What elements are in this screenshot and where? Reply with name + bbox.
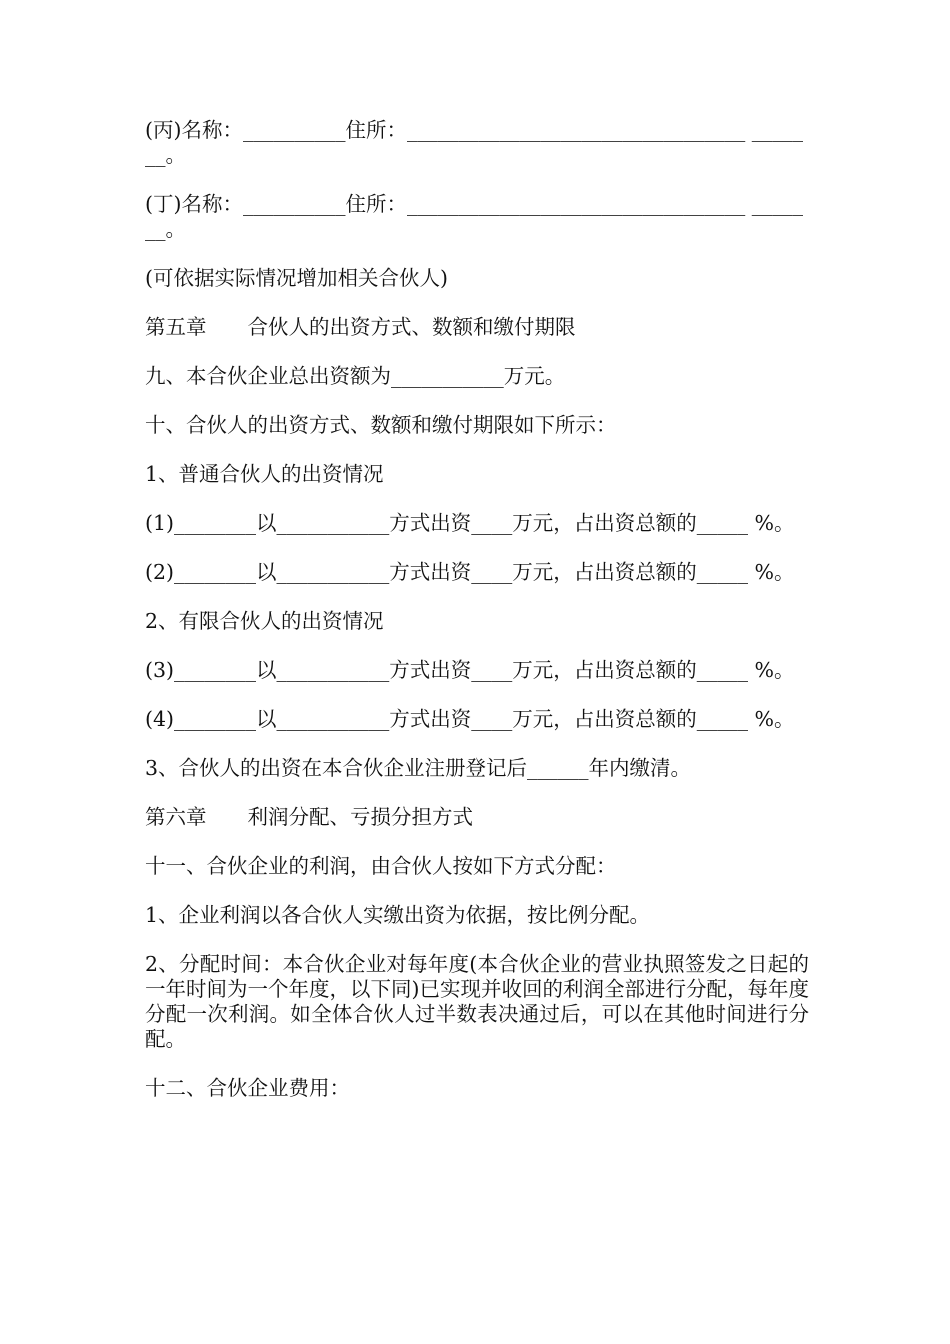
clause-12: 十二、合伙企业费用： (145, 1076, 350, 1100)
note-add-partners: (可依据实际情况增加相关合伙人) (145, 266, 448, 290)
clause-11: 十一、合伙企业的利润，由合伙人按如下方式分配： (145, 854, 617, 878)
party-d-line: (丁)名称：__________住所：_________________________________ _______。 (145, 192, 804, 241)
distribution-time: 2、分配时间：本合伙企业对每年度(本合伙企业的营业执照签发之日起的一年时间为一个年度，以下同)已实现并收回的利润全部进行分配，每年度分配一次利润。如全体合伙人过半数表决通过后，可以在其他时间进行分配。 (145, 952, 809, 1051)
chapter-5-heading: 第五章 合伙人的出资方式、数额和缴付期限 (145, 315, 576, 339)
contribution-line-2: (2)________以___________方式出资____万元，占出资总额的_____ %。 (145, 560, 795, 584)
chapter-6-heading: 第六章 利润分配、亏损分担方式 (145, 805, 473, 829)
contribution-line-4: (4)________以___________方式出资____万元，占出资总额的_____ %。 (145, 707, 795, 731)
document-page (145, 118, 809, 1125)
contribution-line-1: (1)________以___________方式出资____万元，占出资总额的_____ %。 (145, 511, 795, 535)
payment-deadline: 3、合伙人的出资在本合伙企业注册登记后______年内缴清。 (145, 756, 692, 780)
party-c-line: (丙)名称：__________住所：_________________________________ _______。 (145, 118, 804, 167)
clause-10: 十、合伙人的出资方式、数额和缴付期限如下所示： (145, 413, 617, 437)
limited-partner-heading: 2、有限合伙人的出资情况 (145, 609, 384, 633)
clause-9: 九、本合伙企业总出资额为___________万元。 (145, 364, 566, 388)
profit-basis: 1、企业利润以各合伙人实缴出资为依据，按比例分配。 (145, 903, 651, 927)
contribution-line-3: (3)________以___________方式出资____万元，占出资总额的_____ %。 (145, 658, 795, 682)
general-partner-heading: 1、普通合伙人的出资情况 (145, 462, 384, 486)
